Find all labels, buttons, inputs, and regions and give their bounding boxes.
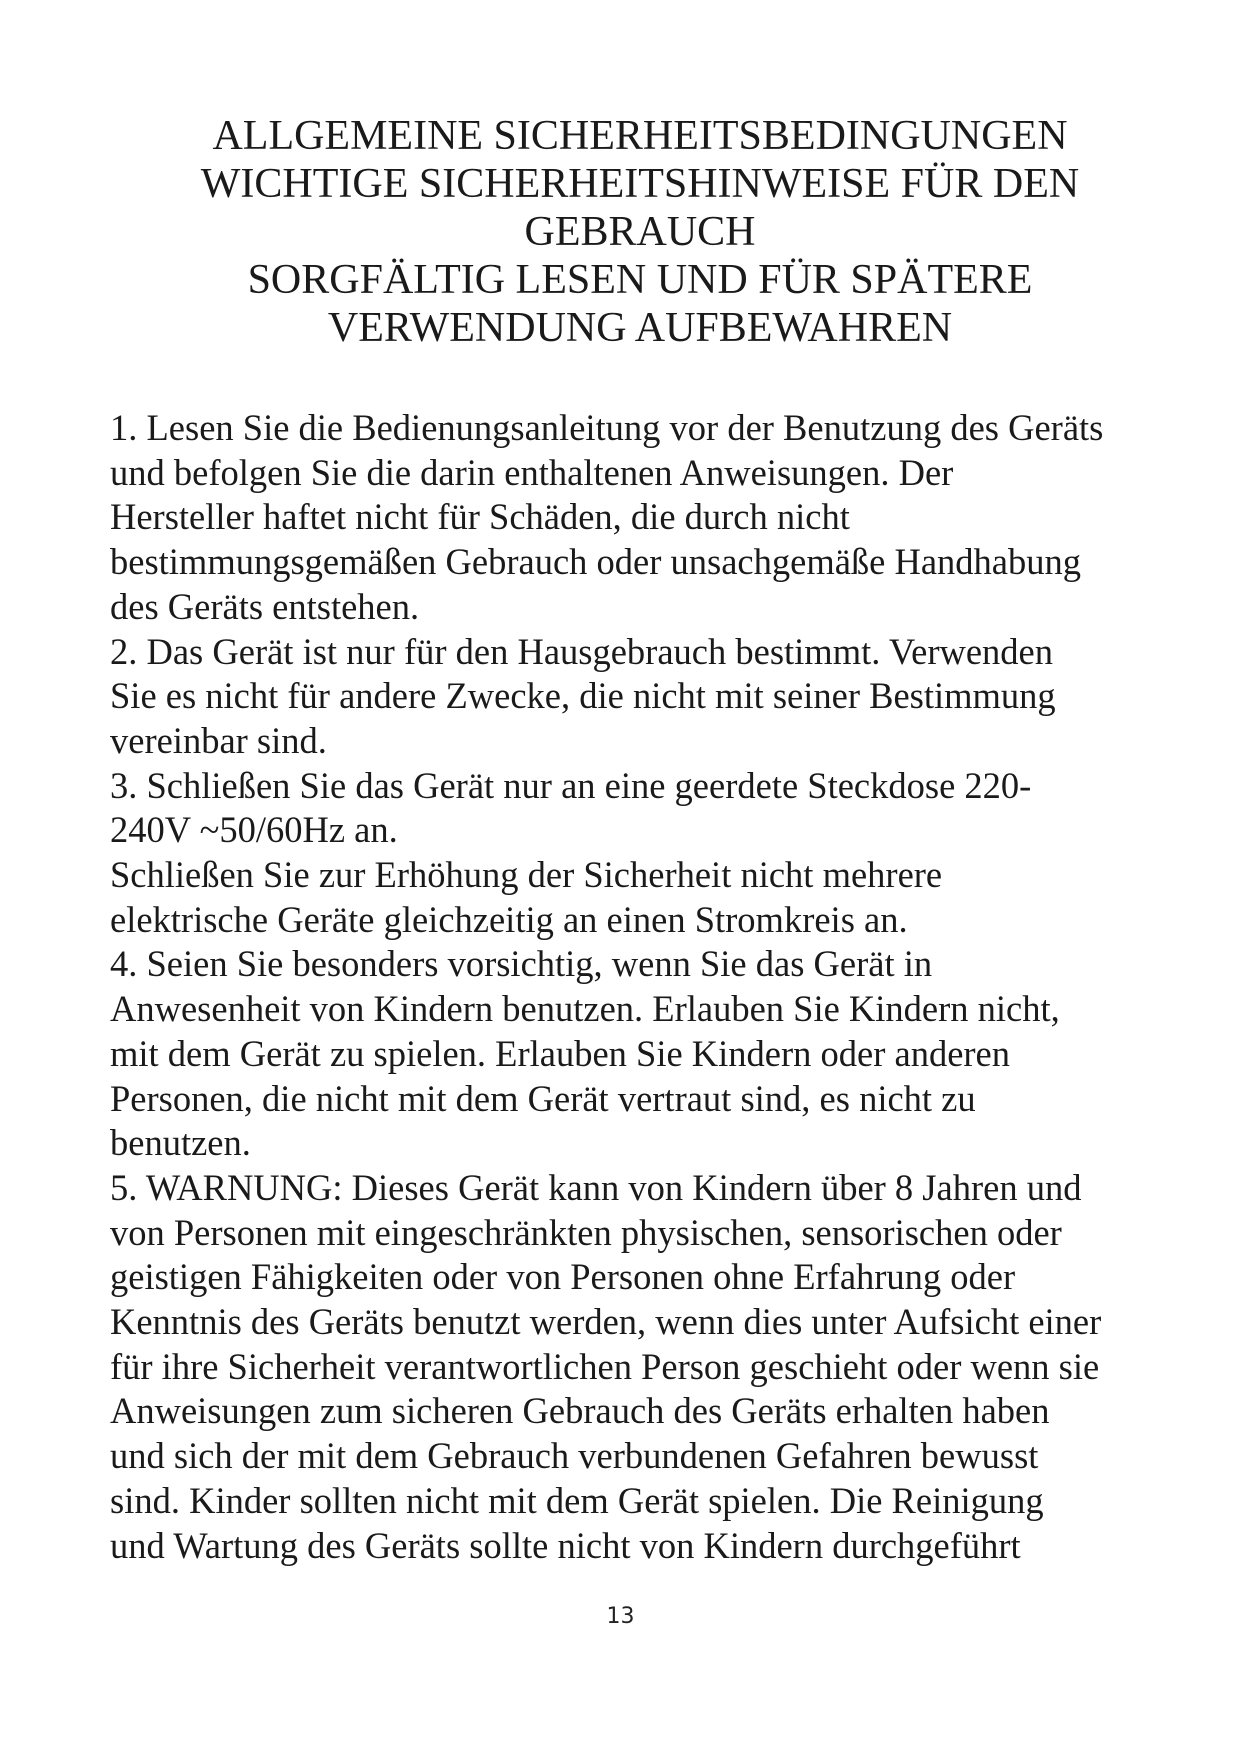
heading-line-4: SORGFÄLTIG LESEN UND FÜR SPÄTERE bbox=[247, 257, 1033, 303]
body-line: sind. Kinder sollten nicht mit dem Gerät spielen. Die Reinigung bbox=[110, 1479, 1044, 1521]
body-line: 4. Seien Sie besonders vorsichtig, wenn Sie das Gerät in bbox=[110, 943, 933, 985]
body-line: geistigen Fähigkeiten oder von Personen ohne Erfahrung oder bbox=[110, 1256, 1016, 1298]
body-line: Schließen Sie zur Erhöhung der Sicherheit nicht mehrere bbox=[110, 854, 943, 896]
safety-instructions-body bbox=[110, 406, 1190, 1568]
body-line: für ihre Sicherheit verantwortlichen Person geschieht oder wenn sie bbox=[110, 1345, 1100, 1387]
body-line: 5. WARNUNG: Dieses Gerät kann von Kindern über 8 Jahren und bbox=[110, 1166, 1082, 1208]
body-line: und Wartung des Geräts sollte nicht von Kindern durchgeführt bbox=[110, 1524, 1021, 1566]
body-line: 2. Das Gerät ist nur für den Hausgebrauch bestimmt. Verwenden bbox=[110, 630, 1053, 672]
heading-line-5: VERWENDUNG AUFBEWAHREN bbox=[327, 305, 953, 351]
body-line: des Geräts entstehen. bbox=[110, 585, 420, 627]
body-line: 240V ~50/60Hz an. bbox=[110, 809, 398, 851]
body-line: Personen, die nicht mit dem Gerät vertraut sind, es nicht zu bbox=[110, 1077, 976, 1119]
body-line: bestimmungsgemäßen Gebrauch oder unsachgemäße Handhabung bbox=[110, 541, 1081, 583]
body-line: Anwesenheit von Kindern benutzen. Erlauben Sie Kindern nicht, bbox=[110, 988, 1060, 1030]
body-line: Kenntnis des Geräts benutzt werden, wenn dies unter Aufsicht einer bbox=[110, 1301, 1102, 1343]
page-number: 13 bbox=[606, 1604, 635, 1629]
body-line: vereinbar sind. bbox=[110, 719, 327, 761]
body-line: von Personen mit eingeschränkten physischen, sensorischen oder bbox=[110, 1211, 1062, 1253]
heading-line-3: GEBRAUCH bbox=[524, 209, 756, 255]
body-line: und sich der mit dem Gebrauch verbundenen Gefahren bewusst bbox=[110, 1435, 1039, 1477]
body-line: elektrische Geräte gleichzeitig an einen Stromkreis an. bbox=[110, 898, 908, 940]
body-line: 3. Schließen Sie das Gerät nur an eine geerdete Steckdose 220- bbox=[110, 764, 1032, 806]
body-line: 1. Lesen Sie die Bedienungsanleitung vor der Benutzung des Geräts bbox=[110, 407, 1104, 448]
body-line: Anweisungen zum sicheren Gebrauch des Geräts erhalten haben bbox=[110, 1390, 1050, 1432]
body-line: mit dem Gerät zu spielen. Erlauben Sie Kindern oder anderen bbox=[110, 1032, 1011, 1074]
body-line: und befolgen Sie die darin enthaltenen Anweisungen. Der bbox=[110, 451, 954, 493]
safety-heading bbox=[110, 112, 1170, 352]
heading-line-2: WICHTIGE SICHERHEITSHINWEISE FÜR DEN bbox=[200, 161, 1080, 207]
body-line: benutzen. bbox=[110, 1122, 251, 1164]
heading-line-1: ALLGEMEINE SICHERHEITSBEDINGUNGEN bbox=[212, 113, 1068, 159]
body-line: Hersteller haftet nicht für Schäden, die durch nicht bbox=[110, 496, 850, 538]
body-line: Sie es nicht für andere Zwecke, die nicht mit seiner Bestimmung bbox=[110, 675, 1056, 717]
